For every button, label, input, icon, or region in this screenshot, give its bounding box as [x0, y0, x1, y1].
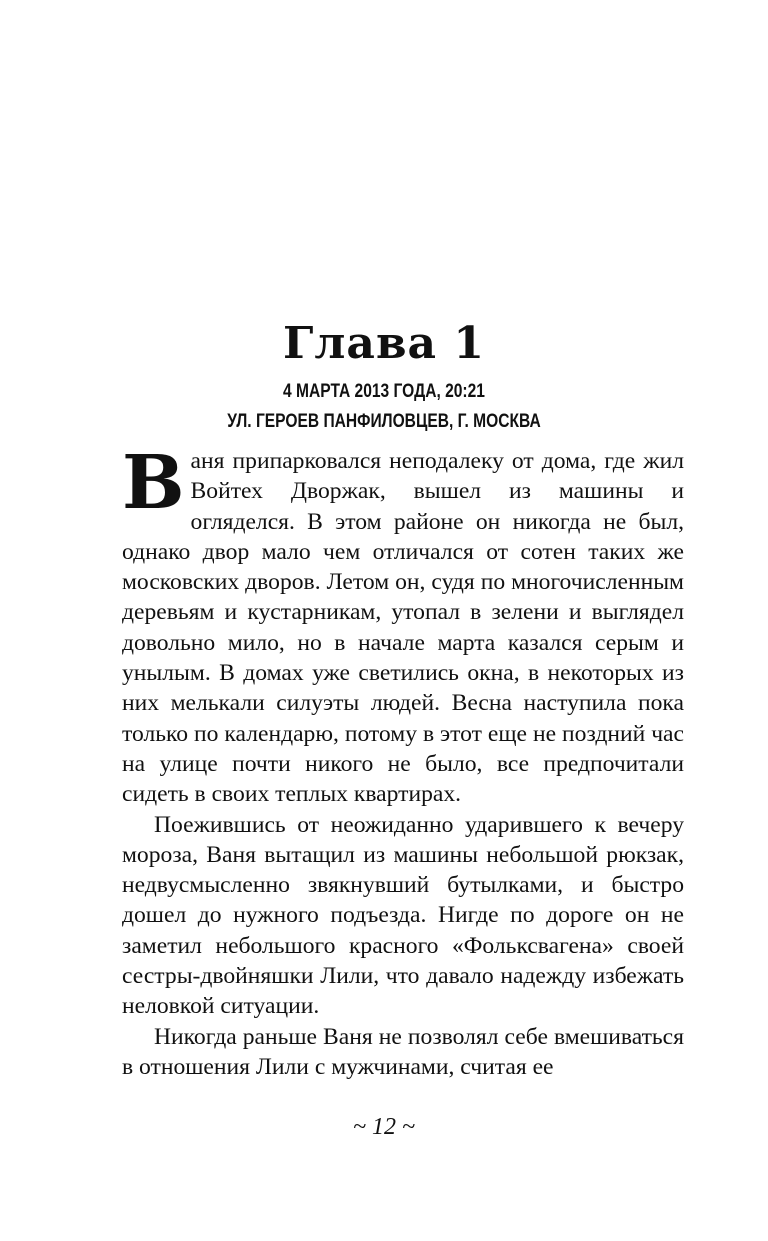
paragraph-3: Никогда раньше Ваня не позволял себе вмешиваться в отношения Лили с мужчинами, считая ее: [122, 1023, 684, 1080]
paragraph-1-text: аня припарковался неподалеку от дома, где жил Войтех Дворжак, вышел из машины и огляделся. В этом районе он никогда не был, однако двор мало чем отличался от сотен таких же московских дворов. Летом он, судя по многочисленным деревьям и кустарникам, утопал в зелени и выглядел довольно мило, но в начале марта казался серым и унылым. В домах уже светились окна, в некоторых из них мелькали силуэты людей. Весна наступила пока только по календарю, потому в этот еще не поздний час на улице почти никого не было, все предпочитали сидеть в своих теплых квартирах.: [122, 448, 684, 808]
page-number: ~ 12 ~: [353, 1114, 415, 1140]
body-text: [122, 440, 684, 1082]
drop-cap: В: [122, 440, 185, 526]
chapter-date: 4 МАРТА 2013 ГОДА, 20:21: [283, 381, 485, 402]
chapter-place: УЛ. ГЕРОЕВ ПАНФИЛОВЦЕВ, Г. МОСКВА: [227, 411, 541, 432]
chapter-title: Глава 1: [283, 318, 485, 369]
paragraph-2: Поежившись от неожиданно ударившего к вечеру мороза, Ваня вытащил из машины небольшой рюкзак, недвусмысленно звякнувший бутылками, и быстро дошел до нужного подъезда. Нигде по дороге он не заметил небольшого красного «Фольксвагена» своей сестры-двойняшки Лили, что давало надежду избежать неловкой ситуации.: [122, 811, 684, 1020]
paragraph-1: [122, 440, 684, 810]
